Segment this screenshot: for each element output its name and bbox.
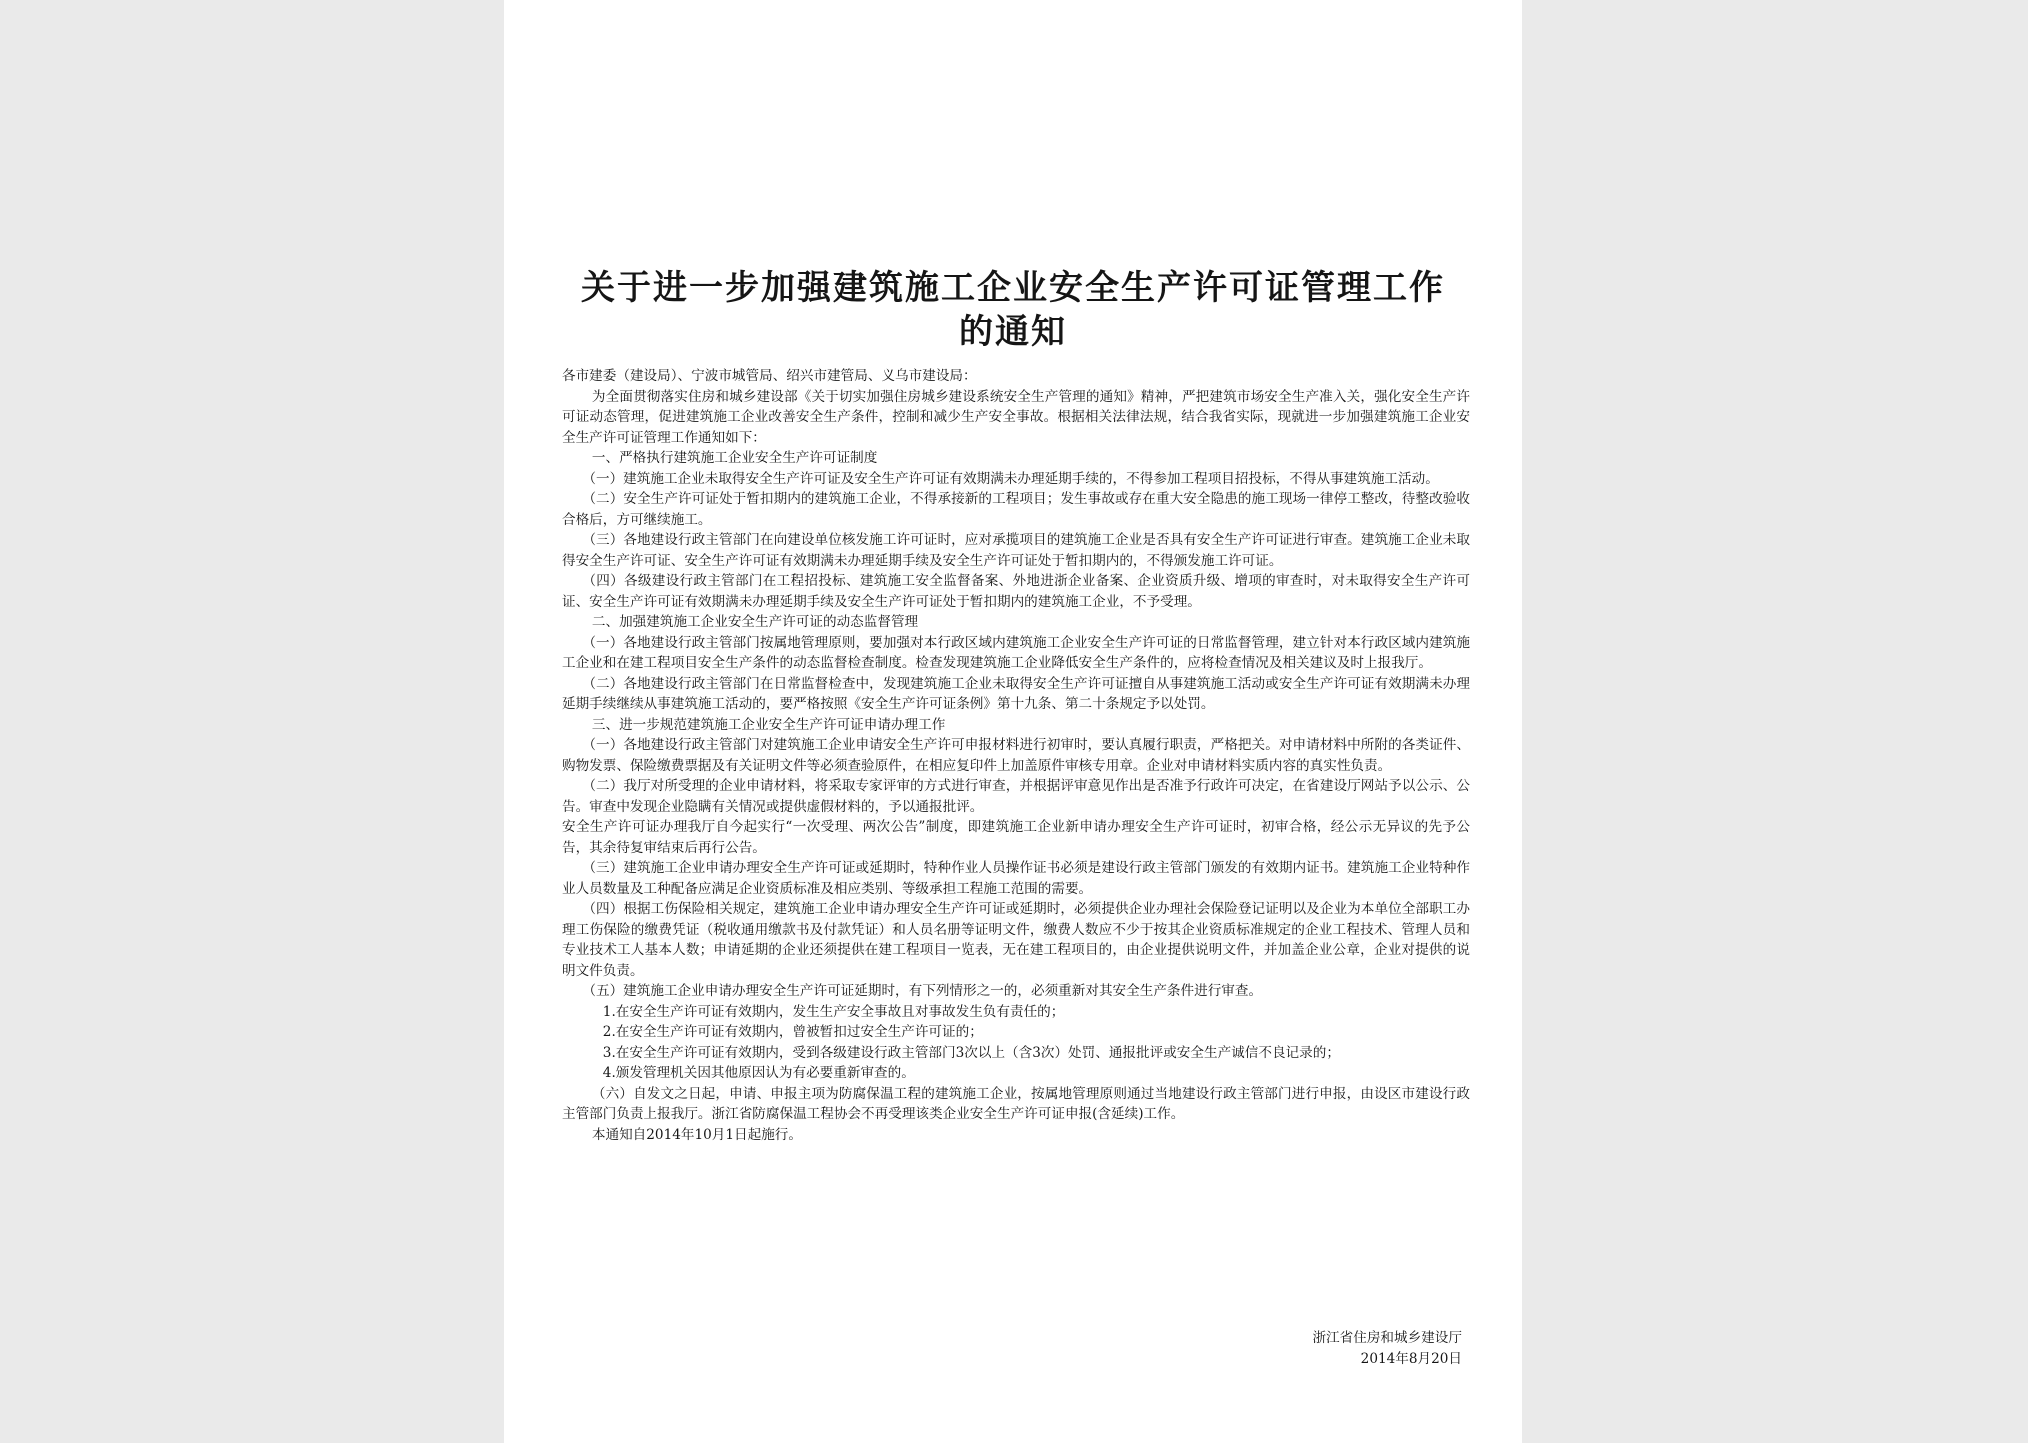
section-heading: 三、进一步规范建筑施工企业安全生产许可证申请办理工作: [591, 716, 946, 733]
paragraph: （三）建筑施工企业申请办理安全生产许可证或延期时，特种作业人员操作证书必须是建设行政主管部门颁发的有效期内证书。建筑施工企业特种作业人员数量及工种配备应满足企业资质标准及相应类别、等级承担工程施工范围的需要。: [562, 860, 1470, 897]
paragraph: （四）根据工伤保险相关规定，建筑施工企业申请办理安全生产许可证或延期时，必须提供企业办理社会保险登记证明以及企业为本单位全部职工办理工伤保险的缴费凭证（税收通用缴款书及付款凭证）和人员名册等证明文件，缴费人数应不少于按其企业资质标准规定的企业工程技术、管理人员和专业技术工人基本人数；申请延期的企业还须提供在建工程项目一览表，无在建工程项目的，由企业提供说明文件，并加盖企业公章，企业对提供的说明文件负责。: [562, 901, 1470, 979]
paragraph: （一）建筑施工企业未取得安全生产许可证及安全生产许可证有效期满未办理延期手续的，不得参加工程项目招投标，不得从事建筑施工活动。: [582, 470, 1439, 487]
paragraph: （四）各级建设行政主管部门在工程招投标、建筑施工安全监督备案、外地进浙企业备案、企业资质升级、增项的审查时，对未取得安全生产许可证、安全生产许可证有效期满未办理延期手续及安全生产许可证处于暂扣期内的建筑施工企业，不予受理。: [562, 573, 1470, 610]
document-page: [504, 0, 1522, 1443]
signature-org: 浙江省住房和城乡建设厅: [1312, 1330, 1462, 1346]
document-title-line1: 关于进一步加强建筑施工企业安全生产许可证管理工作: [581, 268, 1445, 308]
paragraph: 本通知自2014年10月1日起施行。: [591, 1126, 802, 1143]
paragraph: 为全面贯彻落实住房和城乡建设部《关于切实加强住房城乡建设系统安全生产管理的通知》精神，严把建筑市场安全生产准入关，强化安全生产许可证动态管理，促进建筑施工企业改善安全生产条件，控制和减少生产安全事故。根据相关法律法规，结合我省实际，现就进一步加强建筑施工企业安全生产许可证管理工作通知如下：: [562, 388, 1470, 446]
section-heading: 二、加强建筑施工企业安全生产许可证的动态监督管理: [591, 614, 919, 630]
paragraph: （一）各地建设行政主管部门按属地管理原则，要加强对本行政区域内建筑施工企业安全生产许可证的日常监督管理，建立针对本行政区域内建筑施工企业和在建工程项目安全生产条件的动态监督检查制度。检查发现建筑施工企业降低安全生产条件的，应将检查情况及相关建议及时上报我厅。: [562, 634, 1470, 671]
list-item: 2.在安全生产许可证有效期内，曾被暂扣过安全生产许可证的；: [602, 1024, 983, 1040]
addressee: 各市建委（建设局）、宁波市城管局、绍兴市建管局、义乌市建设局：: [562, 368, 977, 384]
paragraph: （五）建筑施工企业申请办理安全生产许可证延期时，有下列情形之一的，必须重新对其安全生产条件进行审查。: [582, 983, 1263, 999]
section-heading: 一、严格执行建筑施工企业安全生产许可证制度: [591, 450, 878, 466]
signature-date: 2014年8月20日: [1360, 1351, 1462, 1367]
paragraph: （三）各地建设行政主管部门在向建设单位核发施工许可证时，应对承揽项目的建筑施工企业是否具有安全生产许可证进行审查。建筑施工企业未取得安全生产许可证、安全生产许可证有效期满未办理延期手续及安全生产许可证处于暂扣期内的，不得颁发施工许可证。: [562, 532, 1470, 569]
paragraph: 安全生产许可证办理我厅自今起实行“一次受理、两次公告”制度，即建筑施工企业新申请办理安全生产许可证时，初审合格，经公示无异议的先予公告，其余待复审结束后再行公告。: [562, 819, 1470, 856]
paragraph: （二）我厅对所受理的企业申请材料，将采取专家评审的方式进行审查，并根据评审意见作出是否准予行政许可决定，在省建设厅网站予以公示、公告。审查中发现企业隐瞒有关情况或提供虚假材料的，予以通报批评。: [562, 778, 1470, 815]
document-title-line2: 的通知: [959, 312, 1067, 352]
document-body: [562, 366, 1470, 1145]
list-item: 4.颁发管理机关因其他原因认为有必要重新审查的。: [602, 1065, 915, 1081]
paragraph: （二）各地建设行政主管部门在日常监督检查中，发现建筑施工企业未取得安全生产许可证擅自从事建筑施工活动或安全生产许可证有效期满未办理延期手续继续从事建筑施工活动的，要严格按照《安全生产许可证条例》第十九条、第二十条规定予以处罚。: [562, 675, 1470, 712]
paragraph: （一）各地建设行政主管部门对建筑施工企业申请安全生产许可申报材料进行初审时，要认真履行职责，严格把关。对申请材料中所附的各类证件、购物发票、保险缴费票据及有关证明文件等必须查验原件，在相应复印件上加盖原件审核专用章。企业对申请材料实质内容的真实性负责。: [562, 737, 1470, 774]
paragraph: （二）安全生产许可证处于暂扣期内的建筑施工企业，不得承接新的工程项目；发生事故或存在重大安全隐患的施工现场一律停工整改，待整改验收合格后，方可继续施工。: [562, 491, 1470, 528]
list-item: 1.在安全生产许可证有效期内，发生生产安全事故且对事故发生负有责任的；: [602, 1003, 1065, 1020]
paragraph: （六）自发文之日起，申请、申报主项为防腐保温工程的建筑施工企业，按属地管理原则通过当地建设行政主管部门进行申报，由设区市建设行政主管部门负责上报我厅。浙江省防腐保温工程协会不再受理该类企业安全生产许可证申报(含延续)工作。: [562, 1085, 1470, 1122]
list-item: 3.在安全生产许可证有效期内，受到各级建设行政主管部门3次以上（含3次）处罚、通报批评或安全生产诚信不良记录的；: [602, 1044, 1340, 1061]
